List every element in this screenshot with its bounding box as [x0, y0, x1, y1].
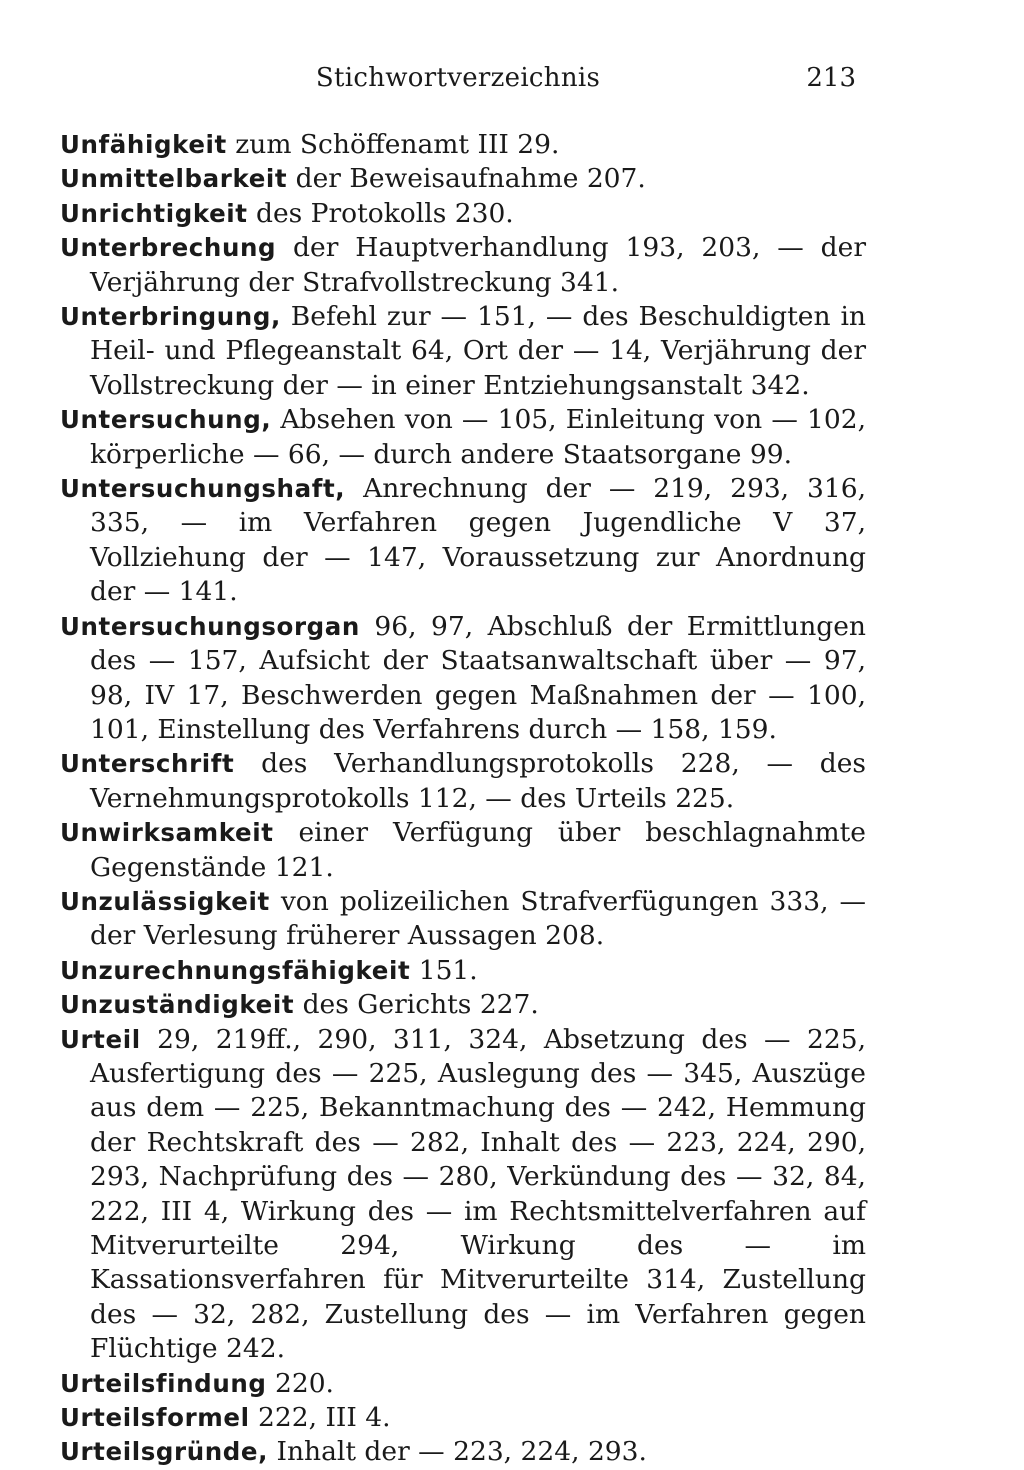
entry-text: des Verhandlungsprotokolls 228, — des Vernehmungsprotokolls 112, — des Urteils 225.	[90, 748, 866, 814]
entry-term: Urteilsgründe,	[60, 1437, 269, 1467]
entry-term: Unfähigkeit	[60, 130, 227, 159]
entry-term: Unrichtigkeit	[60, 198, 248, 228]
entry-text: einer Verfügung über beschlagnahmte Gegenstände 121.	[90, 817, 866, 883]
entry-term: Unzurechnungsfähigkeit	[60, 955, 411, 985]
entry-term: Untersuchungsorgan	[60, 611, 360, 641]
entry-term: Unterschrift	[60, 749, 235, 779]
index-entry	[60, 885, 866, 954]
index-entry	[60, 747, 866, 816]
index-entry	[60, 610, 866, 748]
entry-text: der Beweisaufnahme 207.	[287, 163, 646, 195]
entry-text: 96, 97, Abschluß der Ermittlungen des — 157, Aufsicht der Staatsanwaltschaft über — 97, 98, IV 17, Beschwerden gegen Maßnahmen der — 100, 101, Einstellung des Verfahrens durch — 158, 159.	[90, 610, 866, 745]
entry-text: von polizeilichen Strafverfügungen 333, — der Verlesung früherer Aussagen 208.	[90, 885, 866, 952]
index-entry	[60, 988, 866, 1022]
entry-text: 222, III 4.	[249, 1402, 391, 1434]
entry-term: Unterbringung,	[60, 302, 281, 332]
entry-term: Unmittelbarkeit	[60, 164, 288, 194]
running-head	[60, 60, 856, 96]
entry-text: des Gerichts 227.	[294, 989, 539, 1021]
index-entry	[60, 128, 866, 162]
index-entry	[60, 231, 866, 300]
entry-term: Untersuchungshaft,	[60, 474, 346, 504]
index-entry	[60, 816, 866, 885]
entry-text: Absehen von — 105, Einleitung von — 102, körperliche — 66, — durch andere Staatsorgane 99.	[90, 404, 866, 470]
entry-text: Anrechnung der — 219, 293, 316, 335, — im Verfahren gegen Jugendliche V 37, Vollziehung der — 147, Voraussetzung zur Anordnung der — 141.	[90, 473, 866, 608]
entry-text: 29, 219ff., 290, 311, 324, Absetzung des — 225, Ausfertigung des — 225, Auslegung des — 345, Auszüge aus dem — 225, Bekanntmachung des — 242, Hemmung der Rechtskraft des — 282, Inhalt des — 223, 224, 290, 293, Nachprüfung des — 280, Verkündung des — 32, 84, 222, III 4, Wirkung des — im Rechtsmittelverfahren auf Mitverurteilte 294, Wirkung des — im Kassationsverfahren für Mitverurteilte 314, Zustellung des — 32, 282, Zustellung des — im Verfahren gegen Flüchtige 242.	[90, 1023, 866, 1365]
index-entry	[60, 1401, 866, 1435]
entry-text: Befehl zur — 151, — des Beschuldigten in Heil- und Pflegeanstalt 64, Ort der — 14, Verjährung der Vollstreckung der — in einer Entziehungsanstalt 342.	[90, 301, 866, 401]
entry-text: Inhalt der — 223, 224, 293.	[268, 1436, 647, 1468]
page-title: Stichwortverzeichnis	[315, 63, 601, 93]
index-entry	[60, 1435, 866, 1469]
index-entry	[60, 1023, 866, 1367]
index-entry	[60, 197, 866, 231]
index-entry	[60, 403, 866, 472]
entry-term: Unterbrechung	[60, 233, 277, 263]
entry-term: Urteilsfindung	[60, 1368, 267, 1398]
entry-text: des Protokolls 230.	[247, 197, 514, 229]
index-entry	[60, 472, 866, 610]
entry-text: 220.	[266, 1367, 334, 1399]
index-entry	[60, 954, 866, 988]
page-number: 213	[806, 63, 856, 93]
entry-term: Unzuständigkeit	[60, 990, 295, 1020]
index-entry	[60, 300, 866, 403]
entry-term: Urteil	[60, 1024, 141, 1054]
entry-term: Urteilsformel	[60, 1403, 250, 1433]
entry-text: 151.	[410, 954, 478, 986]
entry-term: Unwirksamkeit	[60, 818, 274, 848]
entry-text: zum Schöffenamt III 29.	[226, 129, 560, 160]
index-entry	[60, 162, 866, 196]
index-list	[60, 128, 866, 1470]
entry-term: Untersuchung,	[60, 405, 272, 435]
entry-text: der Hauptverhandlung 193, 203, — der Verjährung der Strafvollstreckung 341.	[90, 232, 866, 298]
index-entry	[60, 1367, 866, 1401]
entry-term: Unzulässigkeit	[60, 886, 270, 916]
